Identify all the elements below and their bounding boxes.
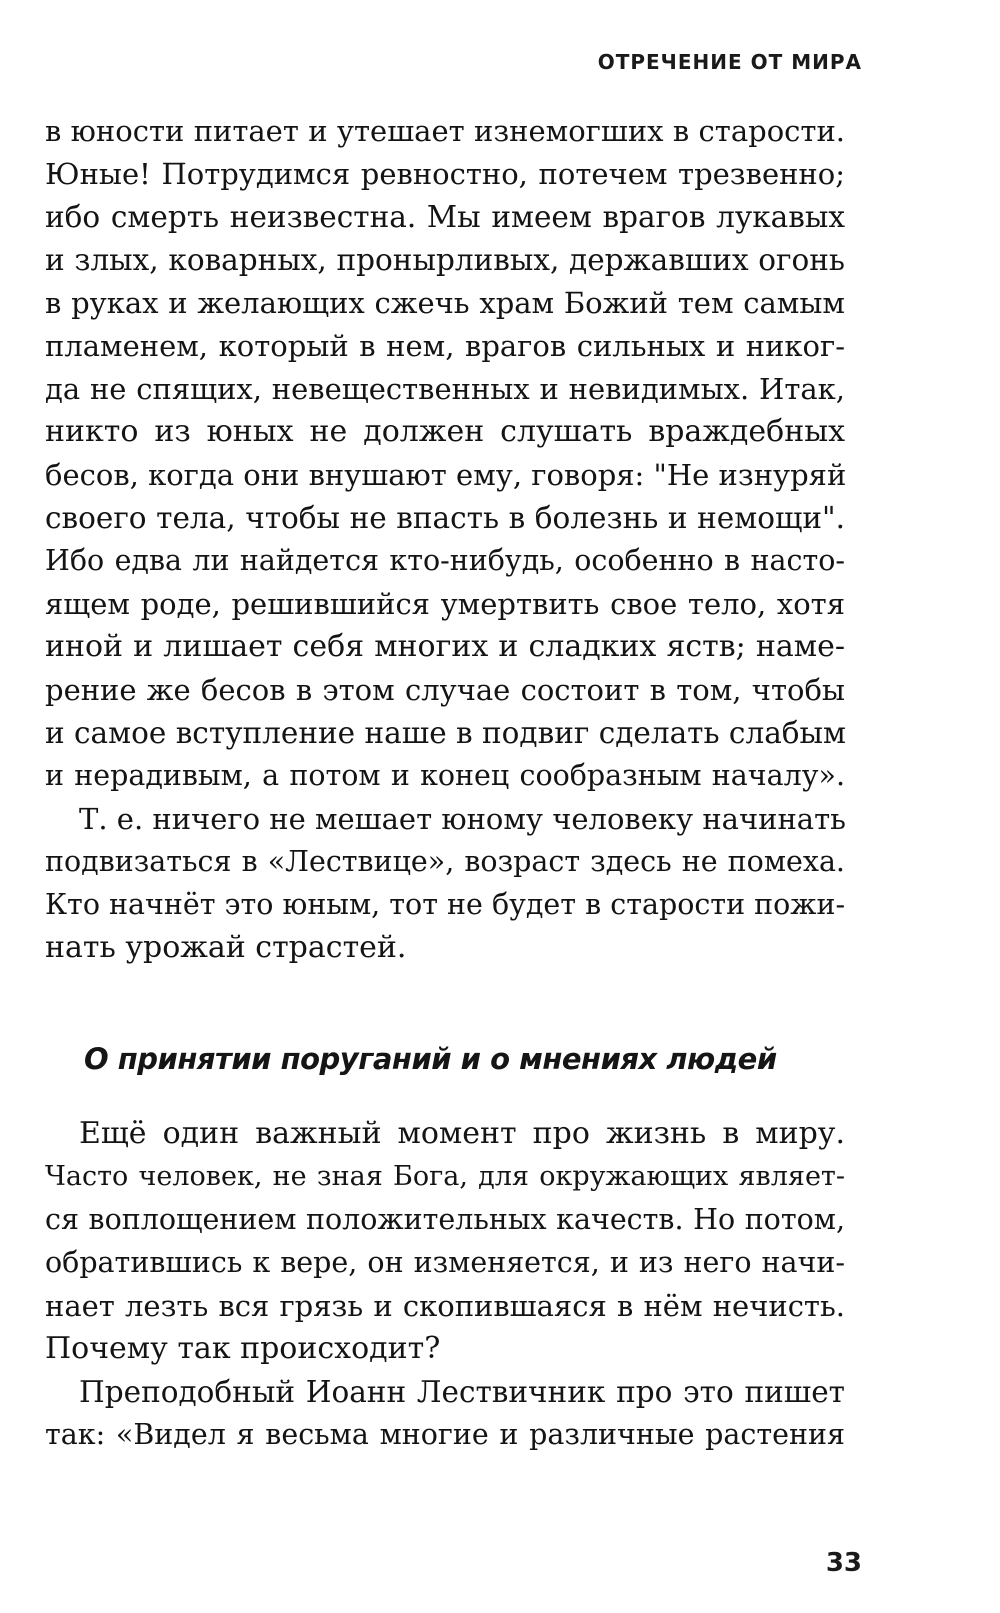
text-line: Почему так происходит?: [45, 1331, 441, 1366]
text-line: нает лезть вся грязь и скопившаяся в нём нечисть.: [45, 1289, 845, 1323]
text-line: и самое вступление наше в подвиг сделать слабым: [45, 716, 846, 750]
text-line: ящем роде, решившийся умертвить свое тело, хотя: [45, 587, 845, 621]
text-line: так: «Видел я весьма многие и различные растения: [45, 1418, 845, 1451]
text-line: нать урожай страстей.: [45, 930, 407, 965]
text-line: никто из юных не должен слушать враждебных: [45, 414, 845, 449]
text-line: ся воплощением положительных качеств. Но потом,: [45, 1203, 845, 1236]
text-line: Ещё один важный момент про жизнь в миру.: [79, 1116, 845, 1151]
text-line: иной и лишает себя многих и сладких яств; наме-: [45, 629, 845, 664]
text-line: в юности питает и утешает изнемогших в старости.: [45, 114, 845, 148]
text-line: своего тела, чтобы не впасть в болезнь и немощи".: [45, 501, 845, 535]
text-line: в руках и желающих сжечь храм Божий тем самым: [45, 286, 845, 320]
text-line: Преподобный Иоанн Лествичник про это пишет: [79, 1375, 845, 1409]
text-line: бесов, когда они внушают ему, говоря: "Не изнуряй: [45, 458, 847, 492]
text-line: да не спящих, невещественных и невидимых. Итак,: [45, 372, 845, 406]
text-line: обратившись к вере, он изменяется, и из него начи-: [45, 1246, 845, 1279]
text-line: Часто человек, не зная Бога, для окружающих являет-: [45, 1161, 845, 1192]
section-heading: О принятии поруганий и о мнениях людей: [84, 1042, 777, 1076]
text-line: пламенем, который в нем, врагов сильных и никог-: [45, 329, 845, 363]
text-line: Ибо едва ли найдется кто-нибудь, особенно в насто-: [45, 544, 845, 577]
text-line: и злых, коварных, пронырливых, державших огонь: [45, 243, 845, 277]
text-line: Кто начнёт это юным, тот не будет в старости пожи-: [45, 888, 846, 921]
text-line: Т. е. ничего не мешает юному человеку начинать: [79, 802, 846, 836]
running-head: ОТРЕЧЕНИЕ ОТ МИРА: [597, 50, 862, 74]
text-line: подвизаться в «Лествице», возраст здесь не помеха.: [45, 845, 845, 878]
text-line: рение же бесов в этом случае состоит в том, чтобы: [45, 673, 845, 707]
page-number: 33: [825, 1548, 862, 1578]
text-line: Юные! Потрудимся ревностно, потечем трезвенно;: [45, 157, 845, 191]
text-line: ибо смерть неизвестна. Мы имеем врагов лукавых: [45, 200, 845, 234]
text-line: и нерадивым, а потом и конец сообразным началу».: [45, 759, 845, 792]
